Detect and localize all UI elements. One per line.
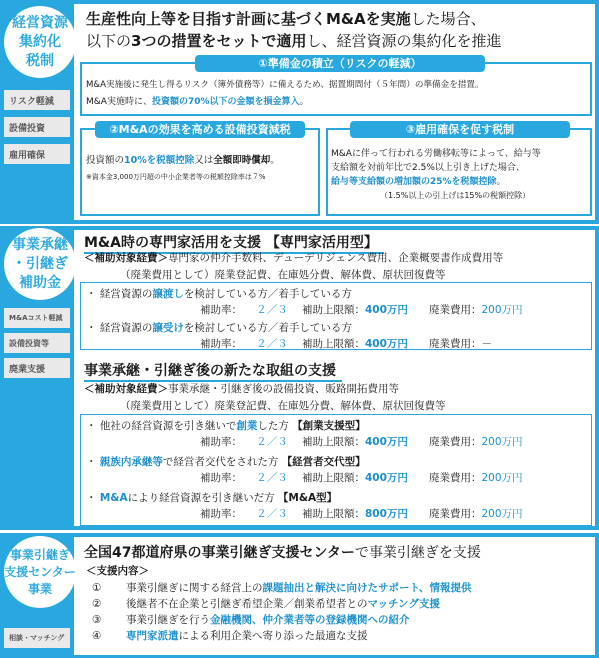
new-initiative-item-3: ・ M&Aにより経営資源を引き継いだ方 【M&A型】 [86,492,338,504]
expert-title: M&A時の専門家活用を支援 【専門家活用型】 [84,232,384,254]
section-center-circle [4,536,76,608]
reserve-header: ①準備金の積立（リスクの軽減） [195,55,485,72]
tag-consult-matching: 相談・マッチング [4,628,70,648]
expert-exp1: ＜補助対象経費＞専門家の仲介手数料、デューデリジェンス費用、企業概要書作成費用等 [84,252,504,264]
center-item-4: ④ 専門家派遣による利用企業へ寄り添った最適な支援 [92,630,368,642]
new-initiative-item-3-values: 補助率： ２／３ 補助上限額：800万円 廃業費用：200万円 [200,508,523,520]
new-initiative-item-2-values: 補助率： ２／３ 補助上限額：400万円 廃業費用：200万円 [200,472,523,484]
center-item-3: ③ 事業引継ぎを行う金融機関、仲介業者等の登録機関への紹介 [92,614,410,626]
expert-item-1-values: 補助率： ２／３ 補助上限額：400万円 廃業費用：200万円 [200,304,523,316]
employment-line4: （1.5%以上の引上げは15%の税額控除） [380,191,531,200]
reserve-line2: M&A実施時に、投資額の70%以下の金額を損金算入。 [86,97,309,107]
section-tax-title-line2: 以下の3つの措置をセットで適用し、経営資源の集約化を推進 [86,32,502,50]
expert-item-2: ・ 経営資源の譲受けを検討している方／着手している方 [86,322,352,334]
tag-ma-cost: M&Aコスト軽減 [4,308,70,328]
center-sub: ＜支援内容＞ [86,565,149,577]
employment-line2: 支給額を対前年比で2.5%以上引き上げた場合、 [331,163,525,173]
capex-header: ②M&Aの効果を高める設備投資減税 [95,121,305,138]
center-item-2: ② 後継者不在企業と引継ぎ希望企業／創業希望者とのマッチング支援 [92,598,440,610]
expert-exp2: （廃業費用として）廃業登記費、在庫処分費、解体費、原状回復費等 [120,269,446,281]
new-initiative-item-1: ・ 他社の経営資源を引き継いで創業した方 【創業支援型】 [86,420,366,432]
section-subsidy-circle-label: 事業承継 ・引継ぎ 補助金 [12,236,68,291]
tag-capex: 設備投資 [4,117,70,137]
employment-header: ③雇用確保を促す税制 [350,121,570,138]
expert-item-1: ・ 経営資源の譲渡しを検討している方／着手している方 [86,288,352,300]
new-initiative-item-1-values: 補助率： ２／３ 補助上限額：400万円 廃業費用：200万円 [200,436,523,448]
center-item-1: ① 事業引継ぎに関する経営上の課題抽出と解決に向けたサポート、情報提供 [92,582,472,594]
center-title: 全国47都道府県の事業引継ぎ支援センターで事業引継ぎを支援 [84,545,481,561]
reserve-line1: M&A実施後に発生し得るリスク（簿外債務等）に備えるため、据置期間付（５年間）の準備金を措置。 [86,80,484,90]
tag-capex-etc: 設備投資等 [4,333,70,353]
new-initiative-exp2: （廃業費用として）廃業登記費、在庫処分費、解体費、原状回復費等 [120,400,446,412]
section-tax-title-line1: 生産性向上等を目指す計画に基づくM&Aを実施した場合、 [86,10,486,28]
new-initiative-item-2: ・ 親族内承継等で経営者交代をされた方 【経営者交代型】 [86,456,366,468]
section-tax-circle-label: 経営資源 集約化 税制 [12,14,68,69]
capex-note: ※資本金3,000万円超の中小企業者等の税額控除率は７% [86,173,266,181]
employment-line3: 給与等支給額の増加額の25%を税額控除。 [331,177,506,187]
tag-closure: 廃業支援 [4,358,70,378]
section-center-circle-label: 事業引継ぎ 支援センター 事業 [4,547,76,596]
tag-risk: リスク軽減 [4,90,70,110]
section-tax-circle [4,6,76,78]
section-subsidy-circle [4,228,76,300]
capex-line1: 投資額の10%を税額控除又は全額即時償却。 [86,155,280,166]
tag-employment: 雇用確保 [4,144,70,164]
new-initiative-exp1: ＜補助対象経費＞事業承継・引継ぎ後の設備投資、販路開拓費用等 [84,383,399,395]
employment-line1: M&Aに伴って行われる労働移転等によって、給与等 [331,149,541,159]
new-initiative-title: 事業承継・引継ぎ後の新たな取組の支援 [84,360,342,382]
expert-item-2-values: 補助率： ２／３ 補助上限額：400万円 廃業費用：－ [200,338,492,350]
